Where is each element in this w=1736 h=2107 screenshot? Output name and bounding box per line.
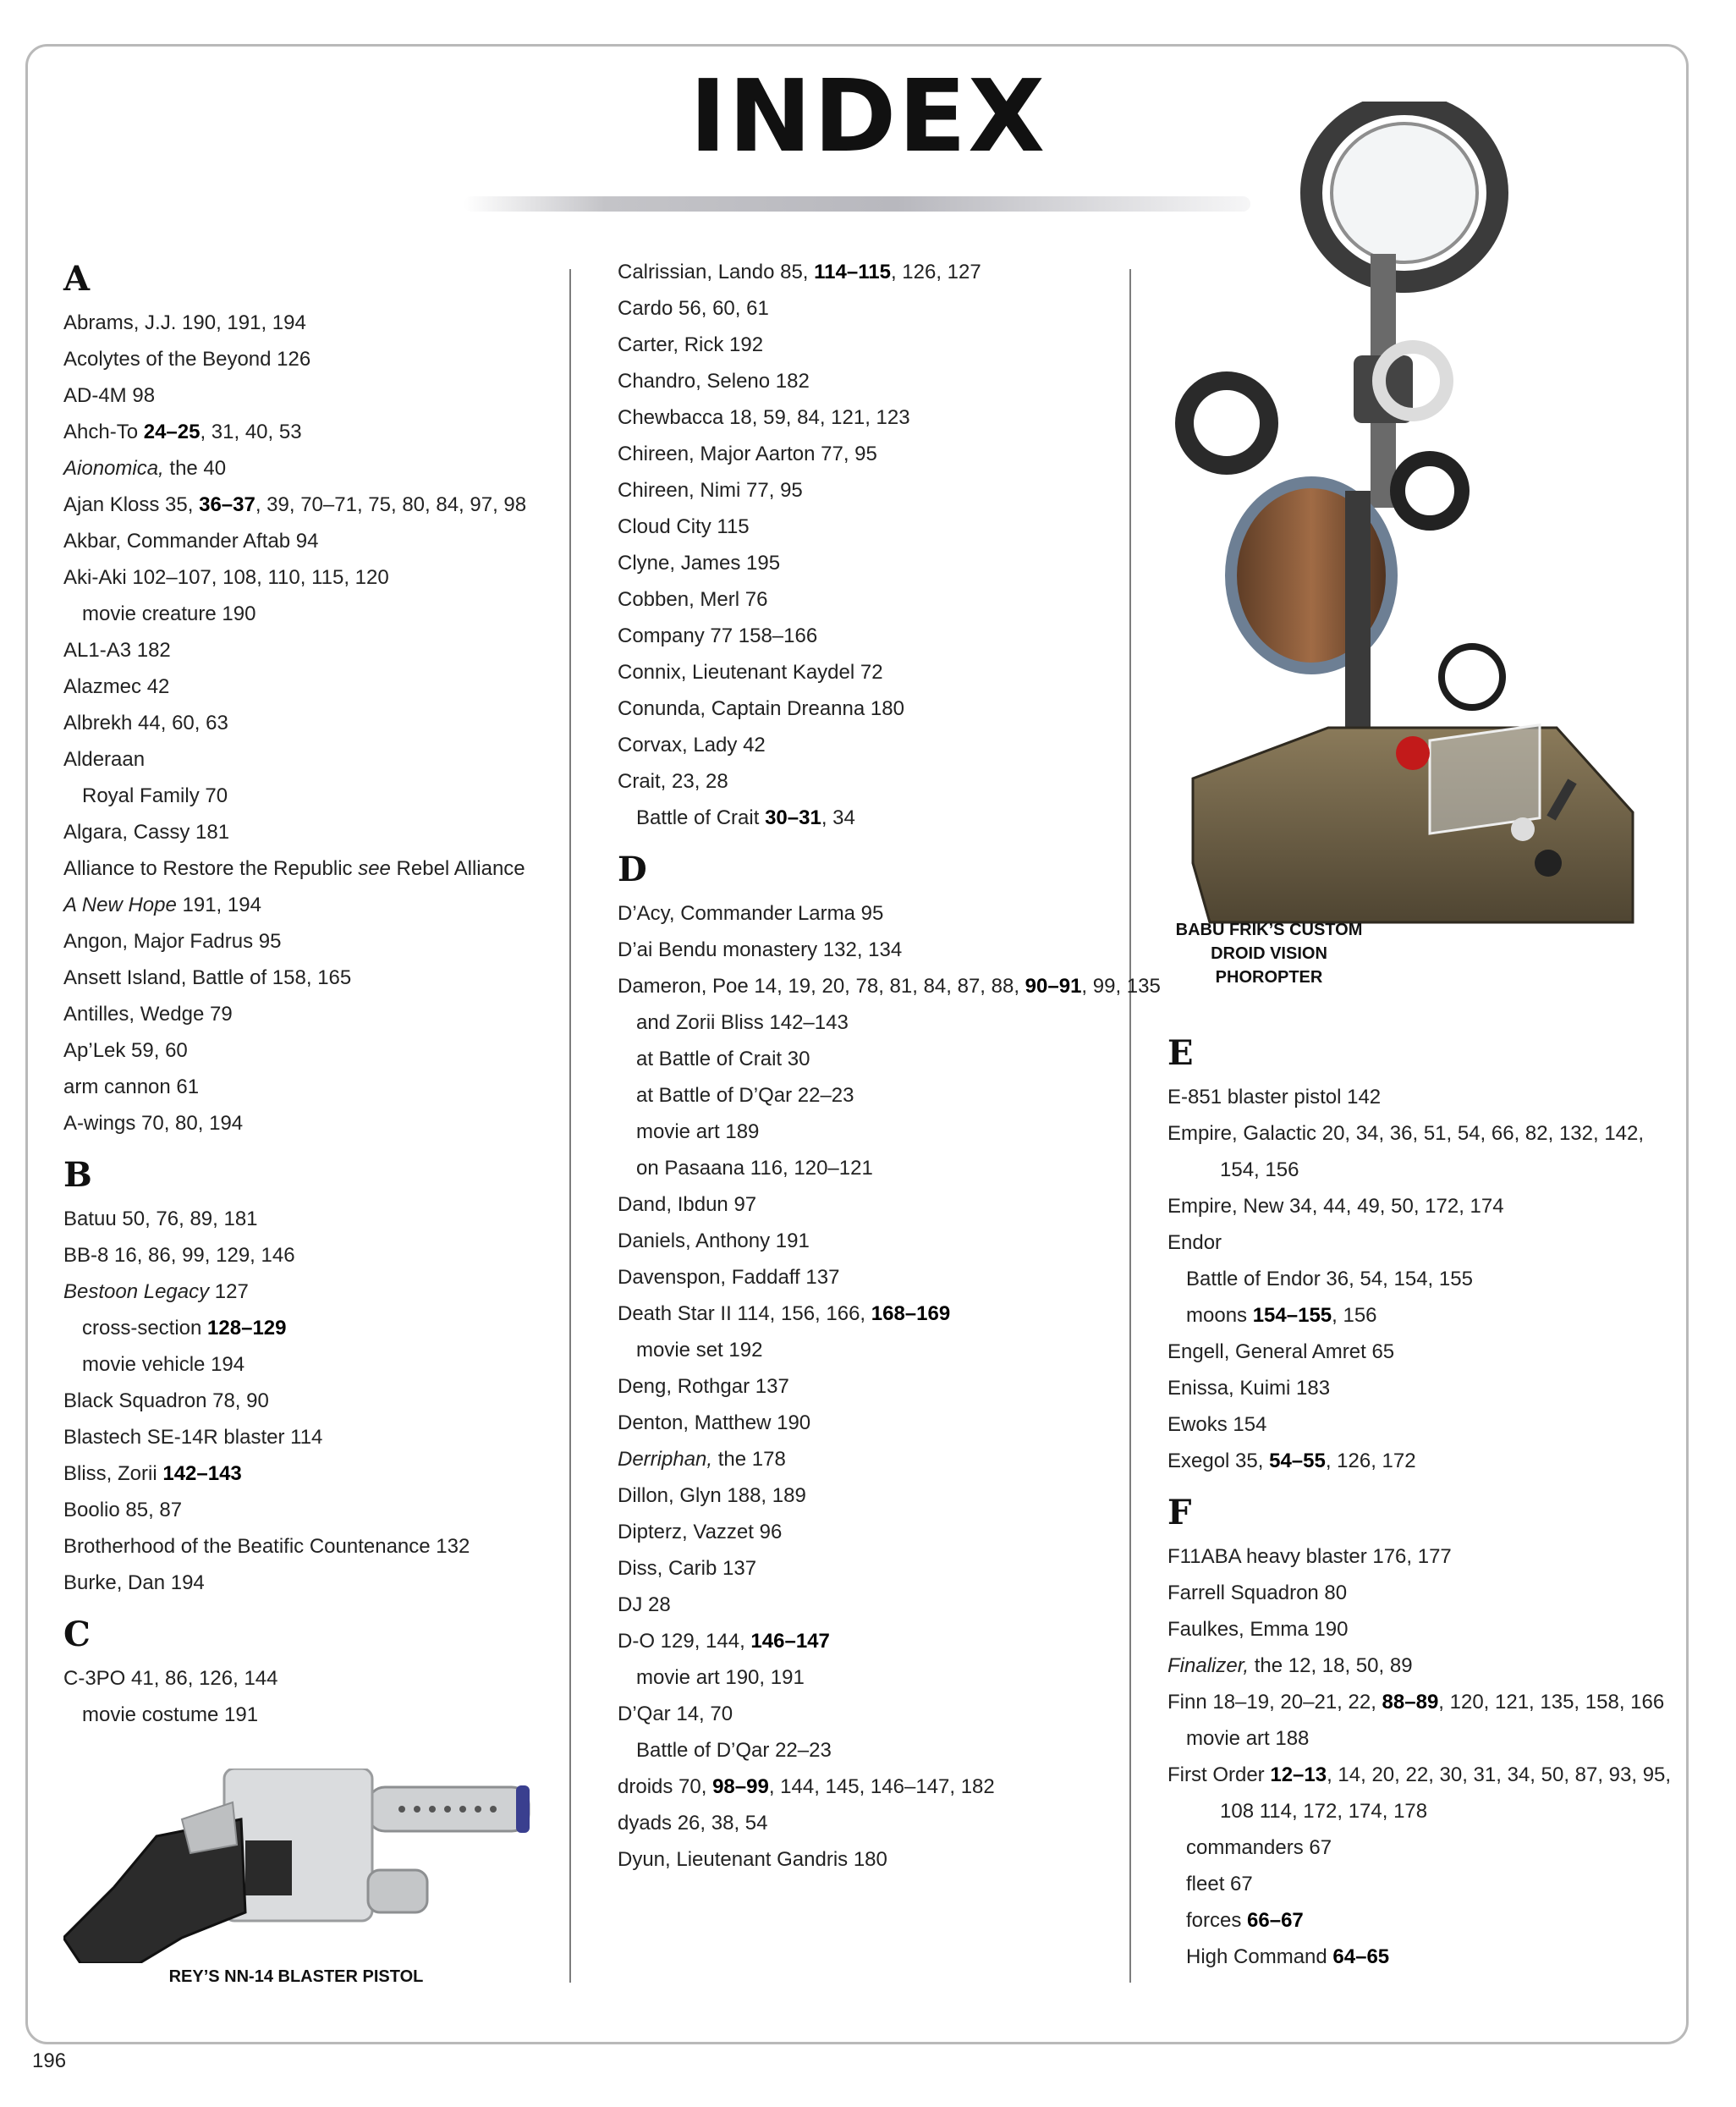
index-entry (618, 1587, 1117, 1623)
index-entry-text: Connix, Lieutenant Kaydel 72 (618, 661, 883, 684)
index-entry-text: Aionomica, (63, 457, 164, 480)
index-entry (1167, 1079, 1675, 1115)
index-entry (63, 632, 537, 668)
index-entry-text: AD-4M 98 (63, 384, 156, 407)
index-entry (618, 1841, 1117, 1878)
index-entry (63, 668, 537, 705)
index-entry-text: forces (1186, 1909, 1248, 1932)
index-entry-text: movie art 189 (636, 1120, 760, 1143)
index-entry (63, 1237, 537, 1274)
index-entry-text: movie art 188 (1186, 1727, 1310, 1750)
index-entry-text: Dyun, Lieutenant Gandris 180 (618, 1848, 887, 1871)
index-entry-text: Dillon, Glyn 188, 189 (618, 1484, 806, 1507)
index-entry-text: at Battle of D’Qar 22–23 (636, 1084, 854, 1107)
index-entry (63, 1492, 537, 1528)
index-entry-text: 12–13 (1270, 1763, 1327, 1786)
index-entry-text: Batuu 50, 76, 89, 181 (63, 1208, 258, 1230)
index-entry-text: 168–169 (871, 1302, 951, 1325)
index-entry-text: , 14, 20, 22, 30, 31, 34, 50, 87, 93, 95, (1327, 1763, 1672, 1786)
index-entry-text: 54–55 (1269, 1450, 1326, 1472)
index-entry-text: Denton, Matthew 190 (618, 1411, 811, 1434)
index-entry (1167, 1684, 1675, 1720)
index-entry-text: Rebel Alliance (390, 857, 525, 880)
index-entry-text: Ajan Kloss 35, (63, 493, 200, 516)
index-entry-text: cross-section (82, 1317, 208, 1340)
index-entry (618, 1514, 1117, 1550)
index-entry-text: BB-8 16, 86, 99, 129, 146 (63, 1244, 295, 1267)
index-entry-text: Alderaan (63, 748, 146, 771)
index-entry (1167, 1224, 1675, 1261)
index-entry-text: commanders 67 (1186, 1836, 1332, 1859)
index-entry-text: the 40 (163, 457, 227, 480)
index-entry-text: Algara, Cassy 181 (63, 821, 230, 844)
page-number: 196 (32, 2049, 67, 2072)
index-entry (618, 1368, 1117, 1405)
index-entry-text: Diss, Carib 137 (618, 1557, 757, 1580)
index-column-1 (63, 254, 537, 1733)
index-subentry (1167, 1720, 1675, 1757)
index-entry-text: , 39, 70–71, 75, 80, 84, 97, 98 (255, 493, 527, 516)
index-entry-text: 30–31 (765, 806, 821, 829)
index-entry (618, 895, 1117, 932)
index-entry-text: Ahch-To (63, 421, 144, 443)
index-entry-text: D’ai Bendu monastery 132, 134 (618, 938, 903, 961)
index-entry (1167, 1406, 1675, 1443)
index-entry-text: Finn 18–19, 20–21, 22, (1167, 1691, 1382, 1714)
index-entry-text: C-3PO 41, 86, 126, 144 (63, 1667, 278, 1690)
index-entry-text: Exegol 35, (1167, 1450, 1270, 1472)
index-entry (63, 705, 537, 741)
index-entry-text: Enissa, Kuimi 183 (1167, 1377, 1331, 1400)
index-entry (618, 581, 1117, 618)
index-entry (63, 523, 537, 559)
index-subentry (618, 1077, 1117, 1114)
index-entry-text: Battle of Endor 36, 54, 154, 155 (1186, 1268, 1473, 1290)
index-entry-text: 24–25 (143, 421, 201, 443)
index-subentry (618, 1659, 1117, 1696)
index-entry-text: 36–37 (199, 493, 255, 516)
index-entry-text: Cobben, Merl 76 (618, 588, 768, 611)
index-subentry (1167, 1297, 1675, 1334)
index-entry-text: Black Squadron 78, 90 (63, 1389, 269, 1412)
blaster-pistol-image (63, 1769, 537, 1963)
index-entry-text: Conunda, Captain Dreanna 180 (618, 697, 904, 720)
index-entry (618, 727, 1117, 763)
index-entry-text: Antilles, Wedge 79 (63, 1003, 233, 1026)
index-entry-text: Dand, Ibdun 97 (618, 1193, 757, 1216)
index-entry (618, 968, 1161, 1004)
index-column-2 (618, 254, 1161, 1878)
index-entry-text: Aki-Aki 102–107, 108, 110, 115, 120 (63, 566, 389, 589)
index-letter-heading: B (63, 1155, 92, 1195)
index-entry-text: Burke, Dan 194 (63, 1571, 205, 1594)
index-subentry (63, 1346, 537, 1383)
index-entry-text: Faulkes, Emma 190 (1167, 1618, 1349, 1641)
index-entry (63, 414, 537, 450)
index-entry-text: F11ABA heavy blaster 176, 177 (1167, 1545, 1452, 1568)
index-entry-text: Ewoks 154 (1167, 1413, 1267, 1436)
index-entry (63, 850, 537, 887)
index-entry-text: Carter, Rick 192 (618, 333, 764, 356)
index-entry (1167, 1648, 1675, 1684)
index-entry (63, 741, 537, 778)
index-entry-text: 154, 156 (1220, 1158, 1299, 1181)
index-entry (1167, 1370, 1675, 1406)
index-entry-text: Dipterz, Vazzet 96 (618, 1521, 783, 1543)
index-entry (63, 996, 537, 1032)
index-entry-text: A New Hope (63, 894, 177, 916)
index-entry (1167, 1188, 1675, 1224)
index-entry (63, 887, 537, 923)
index-entry (618, 932, 1117, 968)
index-entry (63, 1069, 537, 1105)
index-entry (1167, 1538, 1675, 1575)
index-entry-text: First Order (1167, 1763, 1271, 1786)
index-entry-text: , 126, 172 (1325, 1450, 1416, 1472)
index-entry-text: on Pasaana 116, 120–121 (636, 1157, 873, 1180)
index-entry-text: Daniels, Anthony 191 (618, 1230, 810, 1252)
index-entry (63, 1455, 537, 1492)
index-entry-text: 90–91 (1025, 975, 1082, 998)
index-entry-text: Endor (1167, 1231, 1222, 1254)
index-subentry (618, 1004, 1117, 1041)
index-entry-text: Acolytes of the Beyond 126 (63, 348, 311, 371)
index-entry (618, 327, 1117, 363)
index-entry (63, 341, 537, 377)
index-entry (63, 1201, 537, 1237)
index-entry (63, 1528, 537, 1565)
index-entry-text: Boolio 85, 87 (63, 1499, 183, 1521)
index-entry-text: movie costume 191 (82, 1703, 259, 1726)
index-entry-text: Chewbacca 18, 59, 84, 121, 123 (618, 406, 910, 429)
index-entry-text: 64–65 (1332, 1945, 1390, 1968)
index-subentry (618, 800, 1117, 836)
index-entry-text: Alliance to Restore the Republic (63, 857, 359, 880)
index-entry (63, 1032, 537, 1069)
index-entry (63, 305, 537, 341)
index-entry (618, 436, 1117, 472)
index-entry (63, 450, 537, 487)
index-entry-text: Ap’Lek 59, 60 (63, 1039, 188, 1062)
index-entry-text: fleet 67 (1186, 1873, 1253, 1895)
index-entry-text: Empire, Galactic 20, 34, 36, 51, 54, 66, 82, 132, 142, (1167, 1122, 1645, 1145)
index-entry-text: Angon, Major Fadrus 95 (63, 930, 282, 953)
index-entry (618, 1405, 1117, 1441)
index-entry-text: at Battle of Crait 30 (636, 1048, 810, 1070)
index-entry (618, 654, 1117, 690)
index-entry (63, 1105, 537, 1142)
index-entry-text: Akbar, Commander Aftab 94 (63, 530, 319, 553)
index-entry-text: , 120, 121, 135, 158, 166 (1438, 1691, 1665, 1714)
index-entry-text: see (358, 857, 391, 880)
index-subentry (618, 1041, 1117, 1077)
index-entry-text: Battle of D’Qar 22–23 (636, 1739, 832, 1762)
index-entry-text: D’Acy, Commander Larma 95 (618, 902, 884, 925)
index-entry-text: Finalizer, (1167, 1654, 1250, 1677)
index-entry-text: , 144, 145, 146–147, 182 (768, 1775, 995, 1798)
index-subentry (618, 1114, 1117, 1150)
index-entry (618, 254, 1117, 290)
index-entry (618, 290, 1117, 327)
index-entry (618, 545, 1117, 581)
index-entry-text: Corvax, Lady 42 (618, 734, 766, 756)
index-entry-text: E-851 blaster pistol 142 (1167, 1086, 1382, 1109)
index-entry (618, 1296, 1117, 1332)
index-entry-text: Company 77 158–166 (618, 624, 818, 647)
index-entry-text: , 126, 127 (890, 261, 981, 283)
column-divider (569, 269, 571, 1983)
index-entry-text: Albrekh 44, 60, 63 (63, 712, 228, 734)
droid-vision-phoropter-image (1159, 102, 1658, 927)
index-letter-heading: E (1167, 1033, 1194, 1073)
index-entry-text: Death Star II 114, 156, 166, (618, 1302, 871, 1325)
index-subentry (63, 1310, 537, 1346)
column-divider (1129, 269, 1131, 1983)
index-entry-text: , 34 (821, 806, 855, 829)
index-entry (63, 1383, 537, 1419)
index-entry (1167, 1793, 1675, 1829)
index-entry-text: Cardo 56, 60, 61 (618, 297, 769, 320)
index-entry (618, 363, 1117, 399)
index-entry-text: 128–129 (207, 1317, 287, 1340)
index-subentry (63, 1697, 537, 1733)
index-entry-text: D-O 129, 144, (618, 1630, 751, 1653)
index-letter-heading: A (63, 259, 91, 299)
index-entry-text: 88–89 (1382, 1691, 1439, 1714)
index-entry-text: moons (1186, 1304, 1253, 1327)
index-column-3 (1167, 1028, 1675, 1975)
index-entry-text: droids 70, (618, 1775, 713, 1798)
index-entry (618, 1477, 1117, 1514)
index-entry-text: High Command (1186, 1945, 1333, 1968)
index-entry (618, 509, 1117, 545)
index-entry-text: Deng, Rothgar 137 (618, 1375, 789, 1398)
index-entry (618, 1259, 1117, 1296)
index-entry-text: movie vehicle 194 (82, 1353, 245, 1376)
index-entry-text: Ansett Island, Battle of 158, 165 (63, 966, 352, 989)
index-entry (618, 1696, 1117, 1732)
index-entry-text: movie art 190, 191 (636, 1666, 805, 1689)
index-entry-text: Calrissian, Lando 85, (618, 261, 815, 283)
index-entry-text: 127 (209, 1280, 249, 1303)
index-entry-text: Empire, New 34, 44, 49, 50, 172, 174 (1167, 1195, 1504, 1218)
index-entry (63, 923, 537, 960)
index-entry (63, 559, 537, 596)
index-entry-text: Engell, General Amret 65 (1167, 1340, 1395, 1363)
index-entry (618, 618, 1117, 654)
index-entry (618, 1441, 1117, 1477)
index-entry-text: and Zorii Bliss 142–143 (636, 1011, 849, 1034)
index-entry-text: Blastech SE-14R blaster 114 (63, 1426, 323, 1449)
index-entry-text: Chandro, Seleno 182 (618, 370, 810, 393)
index-entry-text: 66–67 (1247, 1909, 1304, 1932)
index-entry-text: Battle of Crait (636, 806, 766, 829)
index-entry-text: Abrams, J.J. 190, 191, 194 (63, 311, 306, 334)
index-entry-text: Royal Family 70 (82, 784, 228, 807)
title-underline-bar (464, 196, 1250, 212)
index-subentry (618, 1332, 1117, 1368)
index-entry (618, 1769, 1117, 1805)
index-entry-text: 98–99 (712, 1775, 769, 1798)
index-subentry (618, 1732, 1117, 1769)
index-entry-text: Davenspon, Faddaff 137 (618, 1266, 840, 1289)
index-entry (63, 960, 537, 996)
index-subentry (1167, 1939, 1675, 1975)
index-subentry (63, 778, 537, 814)
index-entry-text: D’Qar 14, 70 (618, 1703, 733, 1725)
index-entry (1167, 1334, 1675, 1370)
index-entry-text: Clyne, James 195 (618, 552, 781, 575)
index-entry (618, 763, 1117, 800)
index-subentry (63, 596, 537, 632)
index-entry-text: AL1-A3 182 (63, 639, 171, 662)
index-entry-text: , 99, 135 (1081, 975, 1161, 998)
index-subentry (1167, 1261, 1675, 1297)
index-entry-text: dyads 26, 38, 54 (618, 1812, 768, 1835)
index-entry-text: Chireen, Nimi 77, 95 (618, 479, 803, 502)
index-letter-heading: F (1167, 1493, 1192, 1532)
index-entry (63, 487, 537, 523)
index-entry (1167, 1443, 1675, 1479)
index-entry (618, 1623, 1117, 1659)
index-entry (618, 1186, 1117, 1223)
index-entry-text: Cloud City 115 (618, 515, 750, 538)
index-entry (618, 1805, 1117, 1841)
index-entry-text: , 31, 40, 53 (200, 421, 302, 443)
index-entry-text: Bestoon Legacy (63, 1280, 210, 1303)
blaster-caption: REY’S NN-14 BLASTER PISTOL (168, 1967, 424, 1986)
phoropter-caption: BABU FRIK’S CUSTOM DROID VISION PHOROPTER (1175, 921, 1363, 987)
index-entry (618, 1550, 1117, 1587)
index-entry (618, 1223, 1117, 1259)
index-entry-text: Brotherhood of the Beatific Countenance 132 (63, 1535, 470, 1558)
index-entry-text: Farrell Squadron 80 (1167, 1582, 1348, 1604)
index-entry (63, 1274, 537, 1310)
index-entry-text: arm cannon 61 (63, 1076, 200, 1098)
index-entry (63, 1565, 537, 1601)
index-entry-text: movie set 192 (636, 1339, 763, 1362)
index-entry-text: 114–115 (814, 261, 891, 283)
index-entry (618, 399, 1117, 436)
index-entry-text: Alazmec 42 (63, 675, 170, 698)
index-entry (63, 1419, 537, 1455)
index-entry (1167, 1115, 1675, 1152)
index-letter-heading: C (63, 1615, 91, 1654)
index-entry-text: Derriphan, (618, 1448, 713, 1471)
index-entry (63, 377, 537, 414)
index-subentry (1167, 1902, 1675, 1939)
index-entry (63, 1660, 537, 1697)
index-letter-heading: D (618, 850, 647, 889)
index-entry (1167, 1152, 1675, 1188)
index-entry-text: A-wings 70, 80, 194 (63, 1112, 244, 1135)
index-entry-text: 146–147 (750, 1630, 830, 1653)
index-entry-text: , 156 (1332, 1304, 1377, 1327)
index-subentry (1167, 1829, 1675, 1866)
index-entry (1167, 1575, 1675, 1611)
index-entry-text: the 12, 18, 50, 89 (1249, 1654, 1413, 1677)
index-entry-text: Bliss, Zorii (63, 1462, 163, 1485)
index-entry-text: 108 114, 172, 174, 178 (1220, 1800, 1428, 1823)
index-entry (1167, 1757, 1675, 1793)
index-entry-text: movie creature 190 (82, 602, 256, 625)
index-entry-text: DJ 28 (618, 1593, 671, 1616)
page-title: INDEX (689, 58, 1047, 174)
index-subentry (618, 1150, 1117, 1186)
index-entry-text: Crait, 23, 28 (618, 770, 728, 793)
index-entry-text: Chireen, Major Aarton 77, 95 (618, 443, 877, 465)
index-entry-text: the 178 (712, 1448, 786, 1471)
index-entry (1167, 1611, 1675, 1648)
index-entry-text: 142–143 (162, 1462, 242, 1485)
index-entry (63, 814, 537, 850)
index-subentry (1167, 1866, 1675, 1902)
index-entry-text: Dameron, Poe 14, 19, 20, 78, 81, 84, 87, 88, (618, 975, 1025, 998)
index-entry (618, 690, 1117, 727)
index-entry-text: 191, 194 (176, 894, 261, 916)
index-entry-text: 154–155 (1252, 1304, 1332, 1327)
index-entry (618, 472, 1117, 509)
